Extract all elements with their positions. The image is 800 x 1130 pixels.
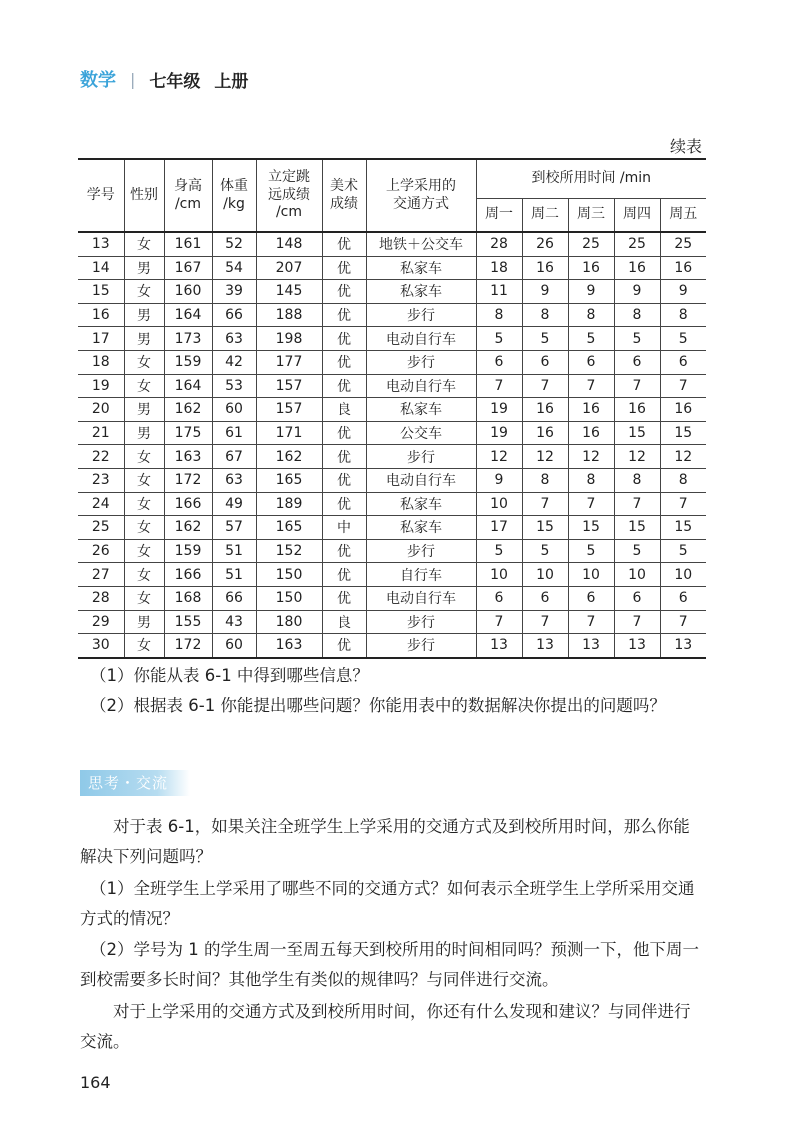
header-day-tue: 周二 — [522, 199, 568, 233]
table-cell: 9 — [568, 280, 614, 304]
table-cell: 优 — [322, 256, 366, 280]
table-cell: 9 — [476, 468, 522, 492]
table-row — [78, 350, 706, 374]
paragraph-intro: 对于表 6-1，如果关注全班学生上学采用的交通方式及到校所用时间，那么你能解决下列问题吗？ — [80, 817, 690, 866]
table-cell: 19 — [78, 374, 124, 398]
table-cell: 8 — [614, 303, 660, 327]
table-cell: 7 — [660, 492, 706, 516]
header-day-thu: 周四 — [614, 199, 660, 233]
header-jump: 立定跳 远成绩 /cm — [256, 159, 322, 232]
table-cell: 步行 — [366, 634, 476, 658]
table-cell: 168 — [164, 586, 212, 610]
table-cell: 公交车 — [366, 421, 476, 445]
table-row — [78, 610, 706, 634]
table-cell: 13 — [568, 634, 614, 658]
table-cell: 180 — [256, 610, 322, 634]
table-cell: 161 — [164, 232, 212, 256]
table-cell: 9 — [660, 280, 706, 304]
table-cell: 6 — [522, 586, 568, 610]
table-cell: 19 — [476, 398, 522, 422]
table-cell: 5 — [522, 539, 568, 563]
header-gender: 性别 — [124, 159, 164, 232]
table-cell: 6 — [522, 350, 568, 374]
table-cell: 12 — [522, 445, 568, 469]
table-cell: 优 — [322, 586, 366, 610]
table-cell: 优 — [322, 350, 366, 374]
header-day-fri: 周五 — [660, 199, 706, 233]
table-cell: 女 — [124, 634, 164, 658]
table-cell: 7 — [568, 374, 614, 398]
table-row — [78, 398, 706, 422]
table-cell: 9 — [614, 280, 660, 304]
table-row — [78, 256, 706, 280]
table-cell: 男 — [124, 610, 164, 634]
table-cell: 10 — [660, 563, 706, 587]
table-cell: 23 — [78, 468, 124, 492]
table-cell: 43 — [212, 610, 256, 634]
table-row — [78, 421, 706, 445]
table-cell: 自行车 — [366, 563, 476, 587]
table-cell: 5 — [614, 539, 660, 563]
table-cell: 10 — [522, 563, 568, 587]
table-cell: 60 — [212, 398, 256, 422]
page-header — [80, 66, 248, 92]
table-cell: 162 — [256, 445, 322, 469]
table-cell: 13 — [78, 232, 124, 256]
table-cell: 私家车 — [366, 256, 476, 280]
table-cell: 159 — [164, 539, 212, 563]
table-cell: 私家车 — [366, 516, 476, 540]
table-cell: 163 — [256, 634, 322, 658]
table-cell: 155 — [164, 610, 212, 634]
table-cell: 13 — [522, 634, 568, 658]
table-cell: 6 — [614, 350, 660, 374]
table-cell: 女 — [124, 539, 164, 563]
table-cell: 67 — [212, 445, 256, 469]
table-cell: 7 — [568, 610, 614, 634]
table-cell: 电动自行车 — [366, 468, 476, 492]
table-cell: 19 — [476, 421, 522, 445]
question-1: （1）你能从表 6-1 中得到哪些信息？ — [90, 666, 369, 685]
table-cell: 7 — [614, 492, 660, 516]
table-cell: 175 — [164, 421, 212, 445]
table-cell: 中 — [322, 516, 366, 540]
table-row — [78, 586, 706, 610]
header-transport: 上学采用的 交通方式 — [366, 159, 476, 232]
table-cell: 私家车 — [366, 280, 476, 304]
table-cell: 16 — [522, 421, 568, 445]
header-height: 身高 /cm — [164, 159, 212, 232]
table-cell: 150 — [256, 586, 322, 610]
table-cell: 优 — [322, 421, 366, 445]
header-weight: 体重 /kg — [212, 159, 256, 232]
table-cell: 7 — [568, 492, 614, 516]
table-cell: 私家车 — [366, 492, 476, 516]
table-cell: 6 — [660, 586, 706, 610]
table-cell: 10 — [476, 492, 522, 516]
table-cell: 16 — [78, 303, 124, 327]
table-cell: 女 — [124, 445, 164, 469]
table-cell: 21 — [78, 421, 124, 445]
table-cell: 165 — [256, 468, 322, 492]
table-cell: 男 — [124, 327, 164, 351]
table-cell: 18 — [476, 256, 522, 280]
table-cell: 5 — [568, 327, 614, 351]
table-cell: 148 — [256, 232, 322, 256]
table-cell: 15 — [522, 516, 568, 540]
table-cell: 29 — [78, 610, 124, 634]
table-cell: 16 — [522, 398, 568, 422]
table-cell: 6 — [568, 350, 614, 374]
table-cell: 男 — [124, 398, 164, 422]
table-cell: 地铁＋公交车 — [366, 232, 476, 256]
table-cell: 女 — [124, 586, 164, 610]
table-cell: 8 — [614, 468, 660, 492]
paragraph-question-2: （2）学号为 1 的学生周一至周五每天到校所用的时间相同吗？预测一下，他下周一到校需要多长时间？其他学生有类似的规律吗？与同伴进行交流。 — [80, 940, 699, 989]
table-cell: 13 — [476, 634, 522, 658]
continuation-label: 续表 — [669, 137, 702, 156]
table-cell: 12 — [614, 445, 660, 469]
table-cell: 207 — [256, 256, 322, 280]
table-cell: 8 — [568, 303, 614, 327]
table-cell: 优 — [322, 374, 366, 398]
table-cell: 25 — [78, 516, 124, 540]
table-cell: 7 — [614, 374, 660, 398]
table-cell: 25 — [568, 232, 614, 256]
table-cell: 7 — [476, 374, 522, 398]
table-cell: 步行 — [366, 303, 476, 327]
paragraph-question-1: （1）全班学生上学采用了哪些不同的交通方式？如何表示全班学生上学所采用交通方式的情况？ — [80, 879, 695, 928]
table-cell: 7 — [522, 492, 568, 516]
table-cell: 15 — [660, 516, 706, 540]
table-cell: 157 — [256, 374, 322, 398]
table-cell: 5 — [476, 327, 522, 351]
table-cell: 163 — [164, 445, 212, 469]
table-cell: 优 — [322, 232, 366, 256]
table-cell: 162 — [164, 398, 212, 422]
table-row — [78, 539, 706, 563]
table-cell: 15 — [614, 516, 660, 540]
table-cell: 7 — [614, 610, 660, 634]
header-id: 学号 — [78, 159, 124, 232]
table-cell: 15 — [568, 516, 614, 540]
table-cell: 164 — [164, 374, 212, 398]
table-cell: 13 — [614, 634, 660, 658]
table-cell: 16 — [660, 256, 706, 280]
table-cell: 16 — [522, 256, 568, 280]
table-cell: 16 — [614, 256, 660, 280]
table-cell: 优 — [322, 492, 366, 516]
table-cell: 优 — [322, 280, 366, 304]
table-cell: 6 — [476, 350, 522, 374]
table-cell: 11 — [476, 280, 522, 304]
table-cell: 26 — [78, 539, 124, 563]
header-separator: | — [130, 69, 136, 89]
table-cell: 173 — [164, 327, 212, 351]
table-cell: 8 — [522, 468, 568, 492]
table-cell: 6 — [614, 586, 660, 610]
table-cell: 15 — [78, 280, 124, 304]
table-cell: 17 — [78, 327, 124, 351]
table-cell: 159 — [164, 350, 212, 374]
table-cell: 6 — [568, 586, 614, 610]
table-cell: 7 — [660, 610, 706, 634]
table-cell: 17 — [476, 516, 522, 540]
table-cell: 22 — [78, 445, 124, 469]
table-cell: 12 — [476, 445, 522, 469]
table-cell: 66 — [212, 586, 256, 610]
table-cell: 电动自行车 — [366, 327, 476, 351]
table-cell: 男 — [124, 256, 164, 280]
table-cell: 7 — [522, 374, 568, 398]
table-cell: 私家车 — [366, 398, 476, 422]
table-cell: 198 — [256, 327, 322, 351]
table-cell: 162 — [164, 516, 212, 540]
table-cell: 13 — [660, 634, 706, 658]
table-cell: 男 — [124, 421, 164, 445]
table-cell: 52 — [212, 232, 256, 256]
table-cell: 167 — [164, 256, 212, 280]
table-cell: 57 — [212, 516, 256, 540]
table-cell: 女 — [124, 350, 164, 374]
table-cell: 10 — [614, 563, 660, 587]
table-row — [78, 303, 706, 327]
table-cell: 171 — [256, 421, 322, 445]
table-cell: 66 — [212, 303, 256, 327]
table-cell: 54 — [212, 256, 256, 280]
volume-label: 上册 — [214, 71, 249, 92]
table-row — [78, 280, 706, 304]
table-cell: 165 — [256, 516, 322, 540]
table-cell: 5 — [476, 539, 522, 563]
table-cell: 7 — [476, 610, 522, 634]
header-day-wed: 周三 — [568, 199, 614, 233]
table-cell: 7 — [522, 610, 568, 634]
table-cell: 10 — [568, 563, 614, 587]
table-cell: 12 — [660, 445, 706, 469]
table-cell: 电动自行车 — [366, 374, 476, 398]
table-cell: 26 — [522, 232, 568, 256]
table-row — [78, 492, 706, 516]
table-cell: 优 — [322, 634, 366, 658]
table-cell: 16 — [614, 398, 660, 422]
table-cell: 188 — [256, 303, 322, 327]
table-cell: 16 — [568, 256, 614, 280]
table-cell: 10 — [476, 563, 522, 587]
table-cell: 14 — [78, 256, 124, 280]
table-cell: 8 — [476, 303, 522, 327]
table-cell: 9 — [522, 280, 568, 304]
table-cell: 152 — [256, 539, 322, 563]
table-cell: 145 — [256, 280, 322, 304]
table-cell: 20 — [78, 398, 124, 422]
table-cell: 5 — [568, 539, 614, 563]
table-cell: 6 — [660, 350, 706, 374]
table-cell: 28 — [476, 232, 522, 256]
table-row — [78, 516, 706, 540]
table-cell: 166 — [164, 563, 212, 587]
table-cell: 5 — [660, 327, 706, 351]
table-cell: 女 — [124, 468, 164, 492]
student-data-table — [78, 158, 706, 659]
table-cell: 39 — [212, 280, 256, 304]
table-cell: 15 — [614, 421, 660, 445]
table-cell: 150 — [256, 563, 322, 587]
table-cell: 16 — [568, 421, 614, 445]
table-cell: 优 — [322, 327, 366, 351]
table-cell: 优 — [322, 539, 366, 563]
table-row — [78, 232, 706, 256]
table-cell: 51 — [212, 563, 256, 587]
table-cell: 63 — [212, 327, 256, 351]
table-cell: 49 — [212, 492, 256, 516]
table-cell: 61 — [212, 421, 256, 445]
table-cell: 女 — [124, 516, 164, 540]
table-cell: 63 — [212, 468, 256, 492]
table-cell: 良 — [322, 610, 366, 634]
table-cell: 5 — [660, 539, 706, 563]
table-row — [78, 563, 706, 587]
table-cell: 25 — [614, 232, 660, 256]
table-cell: 良 — [322, 398, 366, 422]
table-cell: 16 — [568, 398, 614, 422]
table-cell: 177 — [256, 350, 322, 374]
section-badge-think-discuss: 思考・交流 — [80, 770, 190, 796]
table-cell: 优 — [322, 563, 366, 587]
table-cell: 24 — [78, 492, 124, 516]
table-cell: 30 — [78, 634, 124, 658]
table-cell: 18 — [78, 350, 124, 374]
grade-label: 七年级 — [149, 71, 201, 92]
table-cell: 5 — [522, 327, 568, 351]
table-cell: 5 — [614, 327, 660, 351]
table-row — [78, 327, 706, 351]
table-cell: 优 — [322, 303, 366, 327]
header-day-mon: 周一 — [476, 199, 522, 233]
paragraph-closing: 对于上学采用的交通方式及到校所用时间，你还有什么发现和建议？与同伴进行交流。 — [80, 1002, 691, 1051]
table-cell: 160 — [164, 280, 212, 304]
table-row — [78, 468, 706, 492]
subject-title: 数学 — [80, 70, 116, 91]
question-2: （2）根据表 6-1 你能提出哪些问题？你能用表中的数据解决你提出的问题吗？ — [90, 696, 666, 715]
table-cell: 优 — [322, 445, 366, 469]
table-cell: 步行 — [366, 610, 476, 634]
table-cell: 157 — [256, 398, 322, 422]
table-cell: 15 — [660, 421, 706, 445]
table-cell: 28 — [78, 586, 124, 610]
table-cell: 189 — [256, 492, 322, 516]
table-cell: 女 — [124, 492, 164, 516]
table-cell: 8 — [660, 468, 706, 492]
table-cell: 53 — [212, 374, 256, 398]
table-cell: 6 — [476, 586, 522, 610]
table-cell: 8 — [660, 303, 706, 327]
table-cell: 164 — [164, 303, 212, 327]
table-cell: 172 — [164, 468, 212, 492]
table-cell: 优 — [322, 468, 366, 492]
table-cell: 42 — [212, 350, 256, 374]
table-cell: 女 — [124, 280, 164, 304]
table-cell: 60 — [212, 634, 256, 658]
page-number: 164 — [80, 1073, 111, 1092]
table-cell: 12 — [568, 445, 614, 469]
table-row — [78, 634, 706, 658]
table-cell: 电动自行车 — [366, 586, 476, 610]
table-cell: 步行 — [366, 445, 476, 469]
table-cell: 女 — [124, 563, 164, 587]
table-cell: 步行 — [366, 539, 476, 563]
table-cell: 51 — [212, 539, 256, 563]
table-row — [78, 374, 706, 398]
table-cell: 男 — [124, 303, 164, 327]
table-cell: 166 — [164, 492, 212, 516]
table-cell: 25 — [660, 232, 706, 256]
table-cell: 7 — [660, 374, 706, 398]
table-cell: 172 — [164, 634, 212, 658]
table-cell: 女 — [124, 374, 164, 398]
table-row — [78, 445, 706, 469]
table-cell: 女 — [124, 232, 164, 256]
header-time-group: 到校所用时间 /min — [476, 159, 706, 199]
table-cell: 27 — [78, 563, 124, 587]
table-cell: 步行 — [366, 350, 476, 374]
table-cell: 8 — [522, 303, 568, 327]
header-art: 美术 成绩 — [322, 159, 366, 232]
table-cell: 8 — [568, 468, 614, 492]
table-body — [78, 232, 706, 658]
table-cell: 16 — [660, 398, 706, 422]
